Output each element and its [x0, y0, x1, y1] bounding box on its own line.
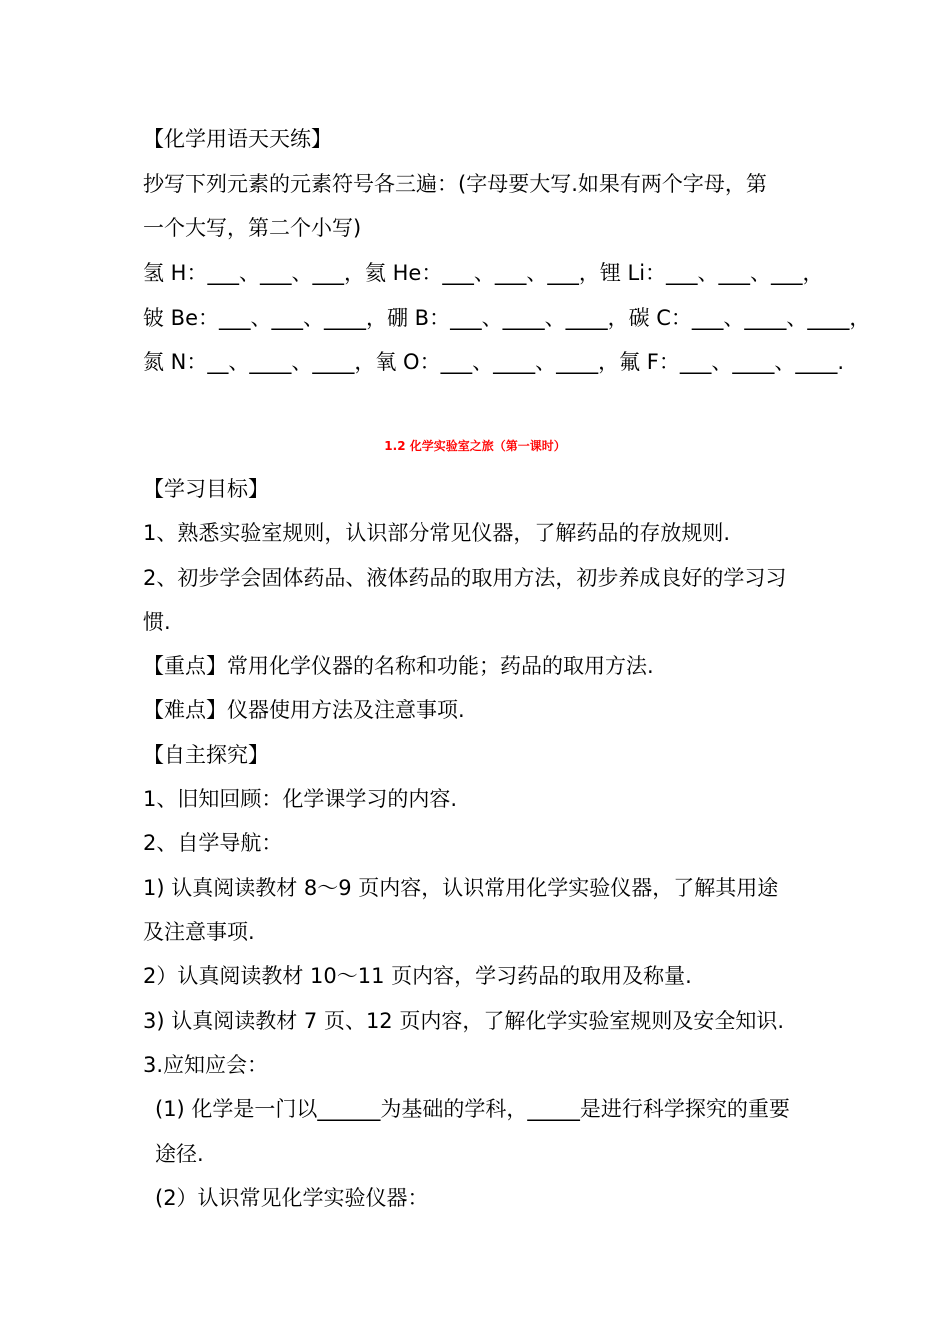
- practice-instruction-line1: 抄写下列元素的元素符号各三遍：(字母要大写.如果有两个字母，第: [143, 172, 767, 196]
- practice-title: 【化学用语天天练】: [143, 127, 332, 151]
- key-points: 【重点】常用化学仪器的名称和功能；药品的取用方法.: [143, 654, 654, 678]
- element-row-1: 氢 H：___、___、___，氦 He：___、___、___，锂 Li：___、___、___，: [143, 261, 824, 285]
- question-1-line2: 途径.: [155, 1142, 204, 1166]
- guide-2: 2）认真阅读教材 10～11 页内容，学习药品的取用及称量.: [143, 964, 692, 988]
- practice-instruction-line2: 一个大写，第二个小写): [143, 216, 362, 240]
- goal-2-line2: 惯.: [143, 610, 171, 634]
- guide-1-line2: 及注意事项.: [143, 920, 255, 944]
- element-row-2: 铍 Be：___、___、____，硼 B：___、____、____，碳 C：___、____、____，: [143, 306, 871, 330]
- review-item: 1、旧知回顾：化学课学习的内容.: [143, 787, 458, 811]
- goal-2-line1: 2、初步学会固体药品、液体药品的取用方法，初步养成良好的学习习: [143, 566, 787, 590]
- goal-1: 1、熟悉实验室规则，认识部分常见仪器，了解药品的存放规则.: [143, 521, 731, 545]
- guide-1-line1: 1) 认真阅读教材 8～9 页内容，认识常用化学实验仪器，了解其用途: [143, 876, 779, 900]
- explore-heading: 【自主探究】: [143, 743, 269, 767]
- guide-item: 2、自学导航：: [143, 831, 283, 855]
- lesson-title: 1.2 化学实验室之旅（第一课时）: [384, 439, 566, 453]
- question-2: (2）认识常见化学实验仪器：: [155, 1186, 429, 1210]
- guide-3: 3) 认真阅读教材 7 页、12 页内容，了解化学实验室规则及安全知识.: [143, 1009, 785, 1033]
- difficulties: 【难点】仪器使用方法及注意事项.: [143, 698, 465, 722]
- element-row-3: 氮 N：__、____、____，氧 O：___、____、____，氟 F：___、____、____.: [143, 350, 845, 374]
- goals-heading: 【学习目标】: [143, 477, 269, 501]
- question-1-line1: (1) 化学是一门以______为基础的学科，_____是进行科学探究的重要: [155, 1097, 790, 1121]
- should-know-heading: 3.应知应会：: [143, 1053, 269, 1077]
